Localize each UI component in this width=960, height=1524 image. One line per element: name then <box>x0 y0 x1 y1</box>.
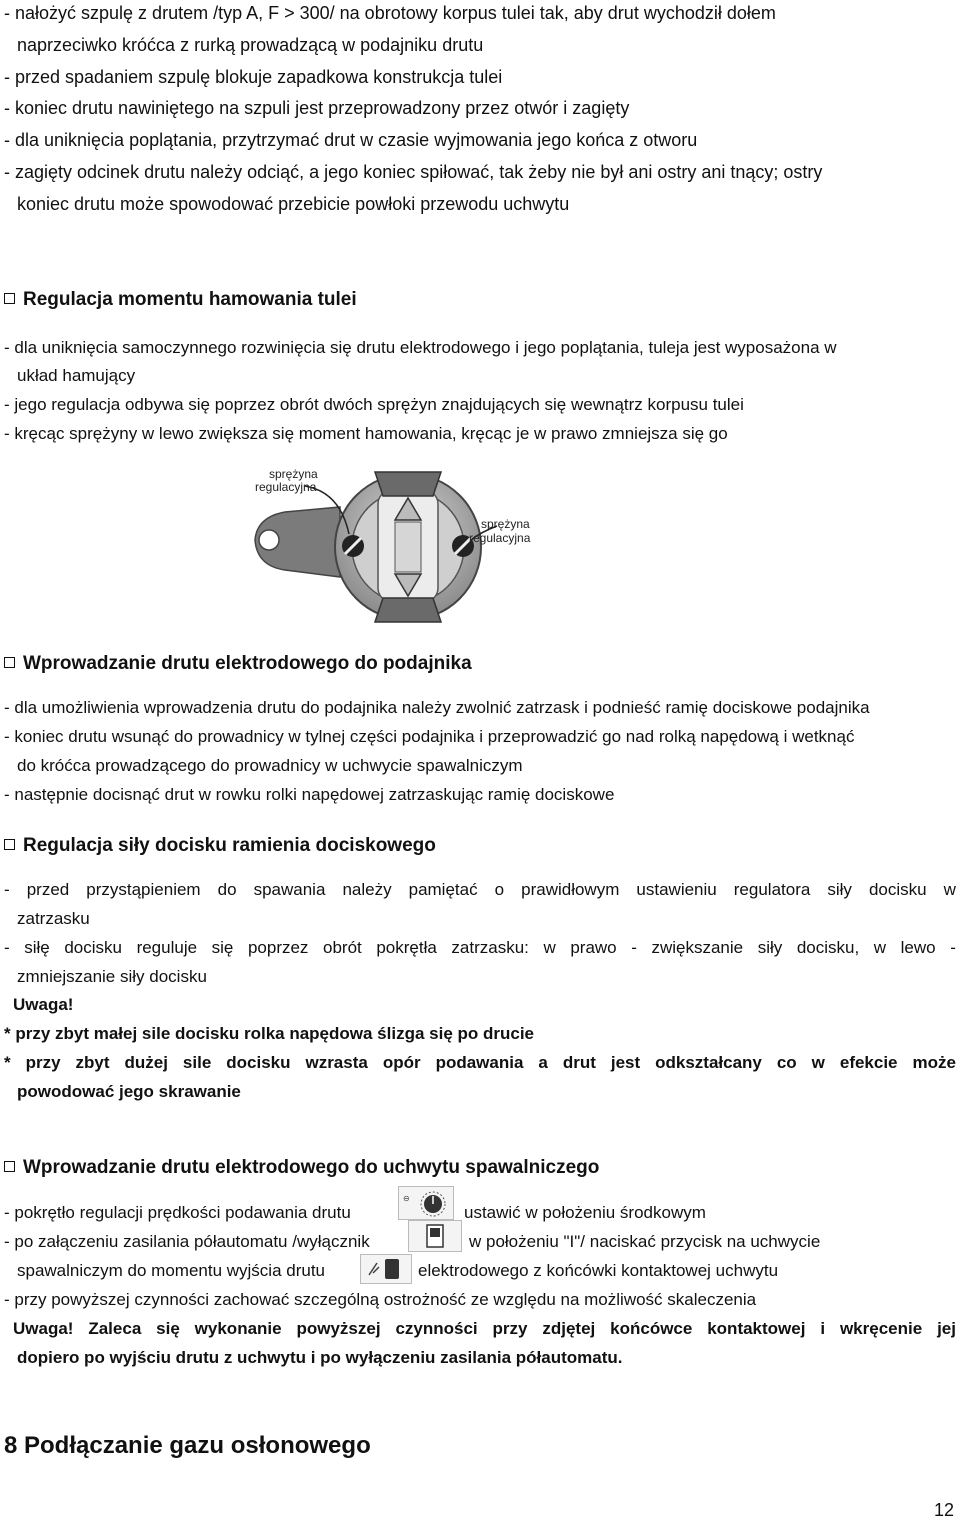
svg-text:⊖: ⊖ <box>403 1194 410 1203</box>
s3-note-1: * przy zbyt małej sile docisku rolka napędowa ślizga się po drucie <box>4 1024 535 1043</box>
word: zdjętej <box>542 1319 596 1338</box>
word: obrót <box>323 938 362 957</box>
word: - <box>4 938 10 957</box>
word: należy <box>342 880 392 899</box>
word: docisku, <box>796 938 860 957</box>
intro-line-6: - zagięty odcinek drutu należy odciąć, a jego koniec spiłować, tak żeby nie był ani ostry ani tnący; ostry <box>4 162 823 182</box>
section-heading-feeder: Wprowadzanie drutu elektrodowego do podajnika <box>4 652 472 676</box>
intro-line-3: - przed spadaniem szpulę blokuje zapadkowa konstrukcja tulei <box>4 67 503 87</box>
word: pamiętać <box>408 880 478 899</box>
word: dużej <box>124 1053 168 1072</box>
s1-line-3: - jego regulacja odbywa się poprzez obrót dwóch sprężyn znajdujących się wewnątrz korpusu tulei <box>4 395 744 414</box>
s3-warning-label: Uwaga! <box>13 995 74 1014</box>
word: powyższej <box>296 1319 381 1338</box>
word: Zaleca <box>88 1319 142 1338</box>
chapter-heading: 8 Podłączanie gazu osłonowego <box>4 1432 371 1459</box>
word: zwiększanie <box>651 938 744 957</box>
word: Uwaga! <box>13 1319 74 1338</box>
word: o <box>494 880 505 899</box>
torch-button-icon <box>360 1254 412 1284</box>
word: a <box>538 1053 548 1072</box>
s3-line-1 <box>4 880 956 900</box>
intro-line-4: - koniec drutu nawiniętego na szpuli jest przeprowadzony przez otwór i zagięty <box>4 98 630 118</box>
word: efekcie <box>839 1053 898 1072</box>
s3-note-2 <box>4 1053 956 1073</box>
word: w <box>543 938 556 957</box>
word: spawania <box>253 880 326 899</box>
section-heading-brake: Regulacja momentu hamowania tulei <box>4 288 357 312</box>
word: kontaktowej <box>707 1319 806 1338</box>
word: co <box>776 1053 797 1072</box>
s3-line-3 <box>4 938 956 958</box>
spool-brake-diagram <box>245 462 545 627</box>
word: - <box>631 938 637 957</box>
s4-line-4: - przy powyższej czynności zachować szczególną ostrożność ze względu na możliwość skaleczenia <box>4 1290 757 1309</box>
word: przystąpieniem <box>86 880 201 899</box>
word: - <box>4 880 10 899</box>
s4-line-3a: spawalniczym do momentu wyjścia drutu <box>17 1261 326 1280</box>
checkbox-bullet-icon <box>4 293 15 304</box>
word: do <box>217 880 237 899</box>
word: w <box>943 880 956 899</box>
word: i <box>820 1319 826 1338</box>
spring-label-left-2: regulacyjna <box>255 480 317 494</box>
page-number: 12 <box>933 1500 954 1520</box>
word: siłę <box>24 938 50 957</box>
s2-line-3: do króćca prowadzącego do prowadnicy w uchwycie spawalniczym <box>17 756 523 775</box>
word: * <box>4 1053 11 1072</box>
word: czynności <box>395 1319 478 1338</box>
word: poprzez <box>247 938 309 957</box>
word: końcówce <box>610 1319 693 1338</box>
s4-line-2a: - po załączeniu zasilania półautomatu /wyłącznik <box>4 1232 370 1251</box>
word: przed <box>26 880 70 899</box>
word: ustawieniu <box>636 880 717 899</box>
word: docisku <box>226 1053 291 1072</box>
intro-line-7: koniec drutu może spowodować przebicie powłoki przewodu uchwytu <box>17 194 570 214</box>
word: odkształcany <box>655 1053 762 1072</box>
word: prawo <box>570 938 617 957</box>
s3-note-3: powodować jego skrawanie <box>17 1082 241 1101</box>
s1-line-2: układ hamujący <box>17 366 136 385</box>
word: w <box>873 938 887 957</box>
s2-line-2: - koniec drutu wsunąć do prowadnicy w tylnej części podajnika i przeprowadzić go nad rolką napędową i wetknąć <box>4 727 855 746</box>
checkbox-bullet-icon <box>4 657 15 668</box>
s4-warning-line-2: dopiero po wyjściu drutu z uchwytu i po wyłączeniu zasilania półautomatu. <box>17 1348 623 1367</box>
word: regulatora <box>733 880 811 899</box>
checkbox-bullet-icon <box>4 1161 15 1172</box>
word: pokrętła <box>376 938 437 957</box>
s2-line-1: - dla umożliwienia wprowadzenia drutu do podajnika należy zwolnić zatrzask i podnieść ramię dociskowe podajnika <box>4 698 870 717</box>
word: wzrasta <box>305 1053 368 1072</box>
s3-line-4: zmniejszanie siły docisku <box>17 967 207 986</box>
s4-line-3b: elektrodowego z końcówki kontaktowej uchwytu <box>418 1261 779 1280</box>
word: się <box>211 938 234 957</box>
word: wykonanie <box>194 1319 282 1338</box>
spring-label-left-1: sprężyna <box>269 467 318 481</box>
s1-line-4: - kręcąc sprężyny w lewo zwiększa się moment hamowania, kręcąc je w prawo zmniejsza się go <box>4 424 728 443</box>
s1-line-1: - dla uniknięcia samoczynnego rozwinięcia się drutu elektrodowego i jego poplątania, tuleja jest wyposażona w <box>4 338 837 357</box>
word: siły <box>757 938 783 957</box>
s2-line-4: - następnie docisnąć drut w rowku rolki napędowej zatrzaskując ramię dociskowe <box>4 785 615 804</box>
speed-knob-icon <box>398 1186 454 1220</box>
s3-line-2: zatrzasku <box>17 909 90 928</box>
intro-line-1: - nałożyć szpulę z drutem /typ A, F > 300/ na obrotowy korpus tulei tak, aby drut wychodził dołem <box>4 3 776 23</box>
word: sile <box>182 1053 212 1072</box>
spring-label-right-2: regulacyjna <box>469 531 531 545</box>
word: drut <box>562 1053 596 1072</box>
section-heading-torch: Wprowadzanie drutu elektrodowego do uchwytu spawalniczego <box>4 1156 599 1180</box>
word: w <box>811 1053 825 1072</box>
word: opór <box>382 1053 421 1072</box>
word: prawidłowym <box>521 880 620 899</box>
checkbox-bullet-icon <box>4 839 15 850</box>
s4-warning-line-1 <box>13 1319 956 1339</box>
word: zatrzasku: <box>451 938 529 957</box>
word: docisku <box>868 880 927 899</box>
word: zbyt <box>75 1053 110 1072</box>
word: jej <box>937 1319 956 1338</box>
word: docisku <box>64 938 122 957</box>
s4-line-2b: w położeniu "I"/ naciskać przycisk na uchwycie <box>469 1232 821 1251</box>
word: się <box>156 1319 180 1338</box>
s4-line-1b: ustawić w położeniu środkowym <box>464 1203 706 1222</box>
word: przy <box>25 1053 61 1072</box>
word: może <box>912 1053 956 1072</box>
word: przy <box>492 1319 528 1338</box>
word: jest <box>610 1053 641 1072</box>
power-switch-icon <box>408 1220 462 1252</box>
intro-line-5: - dla uniknięcia poplątania, przytrzymać drut w czasie wyjmowania jego końca z otworu <box>4 130 698 150</box>
word: siły <box>827 880 852 899</box>
word: reguluje <box>136 938 198 957</box>
spring-label-right-1: sprężyna <box>481 517 530 531</box>
intro-line-2: naprzeciwko króćca z rurką prowadzącą w podajniku drutu <box>17 35 484 55</box>
word: wkręcenie <box>839 1319 923 1338</box>
section-heading-pressure: Regulacja siły docisku ramienia dociskowego <box>4 834 436 858</box>
word: podawania <box>435 1053 524 1072</box>
word: - <box>950 938 956 957</box>
s4-line-1a: - pokrętło regulacji prędkości podawania drutu <box>4 1203 351 1222</box>
word: lewo <box>900 938 936 957</box>
